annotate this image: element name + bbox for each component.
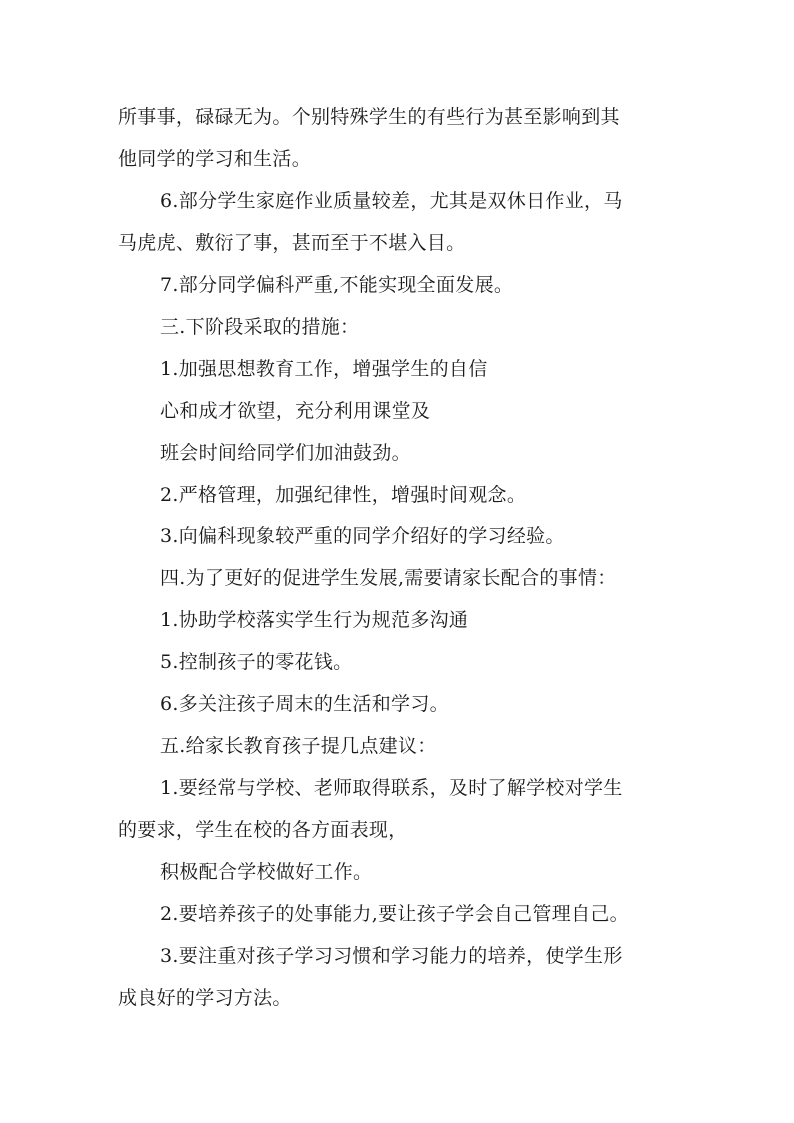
text-line: 马虎虎、敷衍了事，甚而至于不堪入目。: [118, 232, 466, 254]
text-line: 所事事，碌碌无为。个别特殊学生的有些行为甚至影响到其: [118, 106, 620, 128]
section-heading: 五.给家长教育孩子提几点建议：: [160, 735, 437, 757]
text-line: 心和成才欲望，充分利用课堂及: [160, 400, 431, 422]
text-line: 1.加强思想教育工作，增强学生的自信: [160, 358, 488, 380]
text-line: 3.要注重对孩子学习习惯和学习能力的培养，使学生形: [160, 945, 623, 967]
text-line: 积极配合学校做好工作。: [160, 861, 373, 883]
text-line: 5.控制孩子的零花钱。: [160, 651, 353, 673]
section-heading: 四.为了更好的促进学生发展,需要请家长配合的事情：: [160, 567, 617, 589]
text-line: 2.严格管理，加强纪律性，增强时间观念。: [160, 484, 527, 506]
text-line: 成良好的学习方法。: [118, 987, 292, 1009]
text-line: 6.部分学生家庭作业质量较差，尤其是双休日作业，马: [160, 190, 623, 212]
text-line: 的要求，学生在校的各方面表现，: [118, 819, 408, 841]
text-line: 班会时间给同学们加油鼓劲。: [160, 442, 411, 464]
section-heading: 三.下阶段采取的措施：: [160, 316, 360, 338]
text-line: 3.向偏科现象较严重的同学介绍好的学习经验。: [160, 525, 565, 547]
text-line: 1.要经常与学校、老师取得联系，及时了解学校对学生: [160, 777, 623, 799]
text-line: 他同学的学习和生活。: [118, 148, 312, 170]
text-line: 1.协助学校落实学生行为规范多沟通: [160, 609, 469, 631]
text-line: 2.要培养孩子的处事能力,要让孩子学会自己管理自己。: [160, 903, 629, 925]
text-line: 7.部分同学偏科严重,不能实现全面发展。: [160, 274, 514, 296]
text-line: 6.多关注孩子周末的生活和学习。: [160, 693, 449, 715]
